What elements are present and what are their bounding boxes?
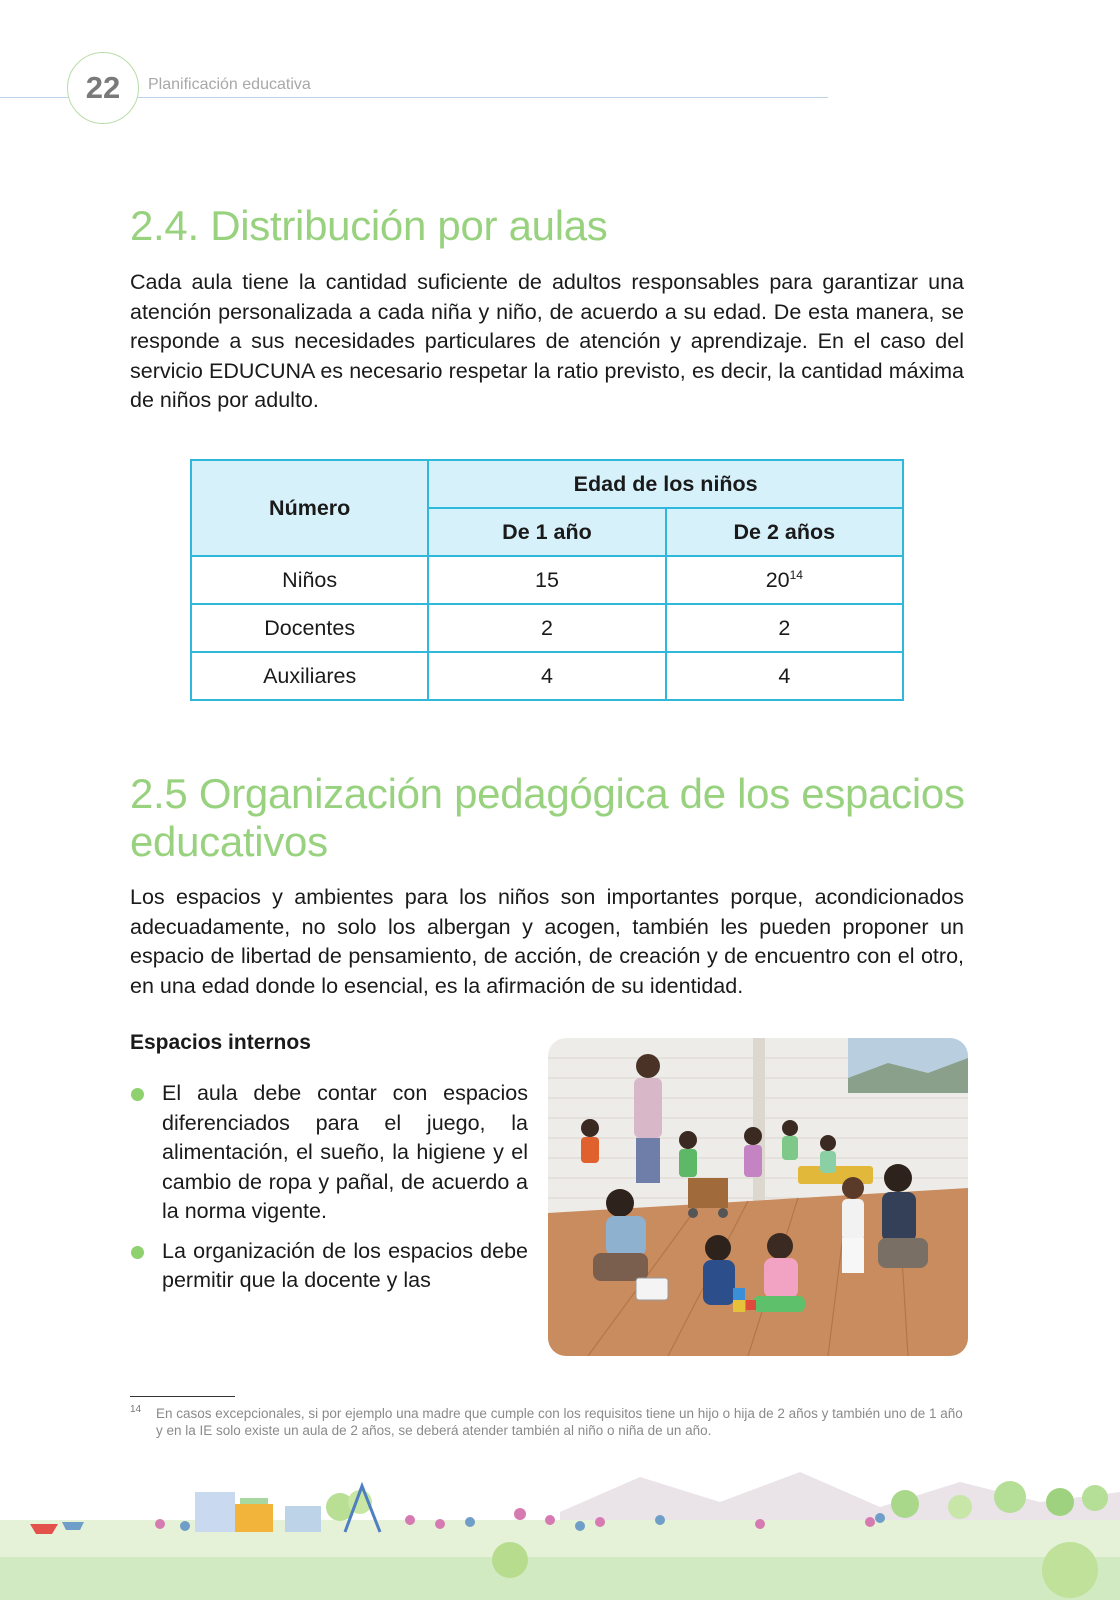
section-title-2-5 [130, 770, 965, 866]
bullet-list [130, 1079, 528, 1306]
cell-value: 15 [428, 556, 665, 604]
subheading-internal-spaces: Espacios internos [130, 1031, 311, 1054]
table-row [191, 604, 903, 652]
footnote-rule [130, 1396, 235, 1397]
list-item [130, 1237, 528, 1296]
bullet-dot-icon [131, 1088, 144, 1101]
section-title-2-4: 2.4. Distribución por aulas [130, 202, 608, 249]
table-row [191, 556, 903, 604]
table-subheader-2: De 2 años [666, 508, 903, 556]
list-item-text: La organización de los espacios debe permitir que la docente y las [162, 1238, 528, 1292]
cell-value: 2 [666, 604, 903, 652]
row-label: Auxiliares [191, 652, 428, 700]
cell-value: 4 [428, 652, 665, 700]
list-item-text: El aula debe contar con espacios diferenciados para el juego, la alimentación, el sueño, la higiene y el cambio de ropa y pañal, de acuerdo a la norma vigente. [162, 1081, 528, 1223]
footnote-text: En casos excepcionales, si por ejemplo una madre que cumple con los requisitos tiene un hijo o hija de 2 años y también uno de 1 año y en la IE solo existe un aula de 2 años, se deberá atender también al niño o niña de un año. [156, 1406, 963, 1438]
classroom-illustration [548, 1038, 968, 1356]
cell-value-text: 20 [765, 567, 790, 592]
footer-landscape-illustration [0, 1462, 1120, 1600]
footnote-ref[interactable]: 14 [789, 567, 803, 582]
section-paragraph-2-5: Los espacios y ambientes para los niños son importantes porque, acondicionados adecuadamente, no solo los albergan y acogen, también les pueden proponer un espacio de libertad de pensamiento, de acción, de creación y de encuentro con el otro, en una edad donde lo esencial, es la afirmación de su identidad. [130, 885, 964, 998]
section-title-2-5-line2: educativos [130, 818, 328, 865]
section-title-2-5-line1: 2.5 Organización pedagógica de los espacios [130, 770, 965, 817]
cell-value: 4 [666, 652, 903, 700]
table-subheader-1: De 1 año [428, 508, 665, 556]
table-row [191, 652, 903, 700]
footnote-number: 14 [130, 1404, 142, 1415]
section-paragraph-2-4: Cada aula tiene la cantidad suficiente de adultos responsables para garantizar una atención personalizada a cada niña y niño, de acuerdo a su edad. De esta manera, se responde a sus necesidades particulares de atención y aprendizaje. En el caso del servicio EDUCUNA es necesario respetar la ratio previsto, es decir, la cantidad máxima de niños por adulto. [130, 270, 964, 412]
cell-value: 2 [428, 604, 665, 652]
cell-value [666, 556, 903, 604]
page-number: 22 [67, 52, 139, 124]
running-title: Planificación educativa [148, 76, 311, 93]
table-header-numero: Número [191, 460, 428, 556]
row-label: Niños [191, 556, 428, 604]
ratio-table [190, 459, 904, 701]
row-label: Docentes [191, 604, 428, 652]
table-header-age-group: Edad de los niños [428, 460, 903, 508]
list-item [130, 1079, 528, 1227]
bullet-dot-icon [131, 1246, 144, 1259]
